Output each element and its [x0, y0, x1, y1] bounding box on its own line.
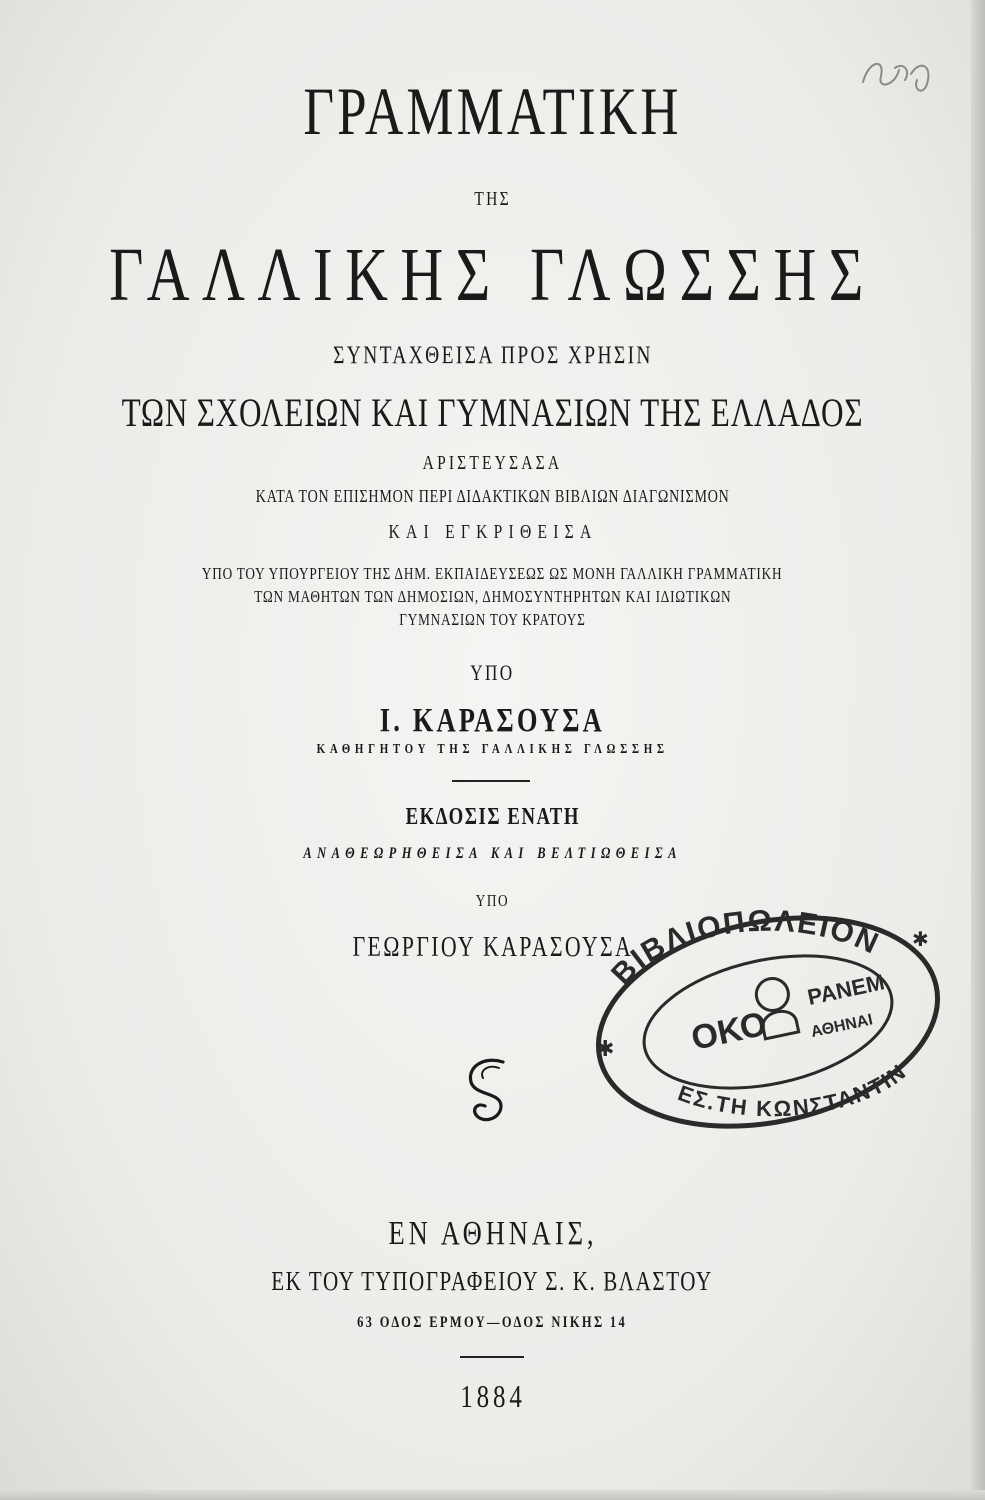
by-label: ΥΠΟ [470, 660, 515, 685]
imprint-year: 1884 [459, 1378, 526, 1414]
svg-text:ΕΣ.ΤΗ ΚΩΝΣΤΑΝΤΙΝ [675, 1058, 912, 1121]
title-language: ΓΑΛΛΙΚΗΣ ΓΛΩΣΣΗΣ [109, 233, 876, 317]
imprint-place: ΕΝ ΑΘΗΝΑΙΣ, [388, 1215, 597, 1252]
divider-rule [452, 780, 530, 782]
by-label-2: ΥΠΟ [475, 891, 510, 910]
reviser-name: ΓΕΩΡΓΙΟΥ ΚΑΡΑΣΟΥΣΑ [352, 932, 633, 963]
approval-heading: ΚΑΙ ΕΓΚΡΙΘΕΙΣΑ [387, 521, 598, 543]
subtitle-line-2: ΤΩΝ ΣΧΟΛΕΙΩΝ ΚΑΙ ΓΥΜΝΑΣΙΩΝ ΤΗΣ ΕΛΛΑΔΟΣ [121, 390, 864, 435]
award-heading: ΑΡΙΣΤΕΥΣΑΣΑ [422, 452, 563, 474]
edition-note: ΑΝΑΘΕΩΡΗΘΕΙΣΑ ΚΑΙ ΒΕΛΤΙΩΘΕΙΣΑ [303, 845, 682, 862]
stamp-middle-right: ΡΑΝΕΜ [805, 969, 887, 1010]
stamp-top-text: ΒΙΒΛΙΟΠΩΛΕΙΟΝ [605, 906, 885, 992]
author-name: Ι. ΚΑΡΑΣΟΥΣΑ [379, 702, 606, 739]
approval-line-2: ΤΩΝ ΜΑΘΗΤΩΝ ΤΩΝ ΔΗΜΟΣΙΩΝ, ΔΗΜΟΣΥΝΤΗΡΗΤΩΝ ΚΑΙ ΙΔΙΩΤΙΚΩΝ [253, 587, 732, 606]
edition: ΕΚΔΟΣΙΣ ΕΝΑΤΗ [405, 804, 580, 830]
imprint-printer: ΕΚ ΤΟΥ ΤΥΠΟΓΡΑΦΕΙΟΥ Σ. Κ. ΒΛΑΣΤΟΥ [271, 1266, 714, 1296]
divider-rule-2 [460, 1356, 524, 1358]
title-article: ΤΗΣ [474, 188, 511, 210]
author-title: ΚΑΘΗΓΗΤΟΥ ΤΗΣ ΓΑΛΛΙΚΗΣ ΓΛΩΣΣΗΣ [316, 742, 669, 757]
stamp-bottom-text: ΕΣ.ΤΗ ΚΩΝΣΤΑΝΤΙΝ [674, 1058, 912, 1122]
subtitle-line-1: ΣΥΝΤΑΧΘΕΙΣΑ ΠΡΟΣ ΧΡΗΣΙΝ [332, 342, 653, 369]
imprint-address: 63 ΟΔΟΣ ΕΡΜΟΥ—ΟΔΟΣ ΝΙΚΗΣ 14 [357, 1314, 628, 1331]
stamp-star-left-icon: ✱ [596, 1036, 615, 1061]
approval-line-3: ΓΥΜΝΑΣΙΩΝ ΤΟΥ ΚΡΑΤΟΥΣ [399, 610, 586, 629]
stamp-star-right-icon: ✱ [912, 929, 929, 951]
bookseller-stamp [582, 906, 954, 1130]
stamp-middle-left: ΟΚΟ [687, 1004, 771, 1058]
page-edge-bottom [0, 1490, 985, 1500]
stamp-city: ΑΘΗΝΑΙ [809, 1011, 875, 1042]
title-main: ΓΡΑΜΜΑΤΙΚΗ [303, 73, 682, 149]
fleuron-ornament-icon [455, 1052, 525, 1132]
award-detail: ΚΑΤΑ ΤΟΝ ΕΠΙΣΗΜΟΝ ΠΕΡΙ ΔΙΔΑΚΤΙΚΩΝ ΒΙΒΛΙΩΝ ΔΙΑΓΩΝΙΣΜΟΝ [255, 486, 730, 506]
approval-line-1: ΥΠΟ ΤΟΥ ΥΠΟΥΡΓΕΙΟΥ ΤΗΣ ΔΗΜ. ΕΚΠΑΙΔΕΥΣΕΩΣ ΩΣ ΜΟΝΗ ΓΑΛΛΙΚΗ ΓΡΑΜΜΑΤΙΚΗ [202, 564, 783, 583]
